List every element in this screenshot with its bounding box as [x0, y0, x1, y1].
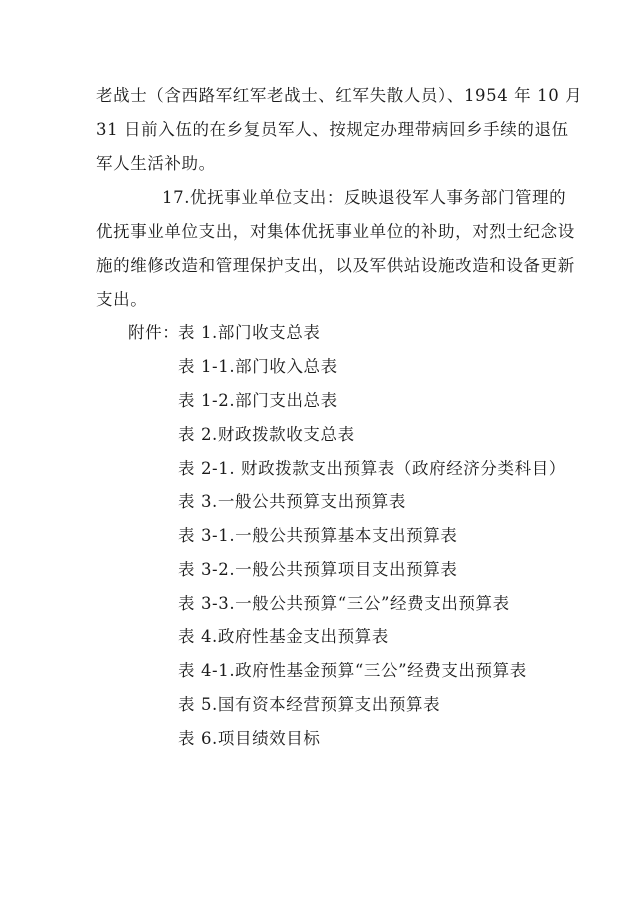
paragraph-2-line-4: 支出。 [96, 290, 148, 309]
attachment-item: 表 5.国有资本经营预算支出预算表 [178, 695, 441, 714]
attachment-item: 表 1.部门收支总表 [178, 323, 321, 342]
attachment-item: 表 3-2.一般公共预算项目支出预算表 [178, 560, 458, 579]
attachment-item: 表 2-1. 财政拨款支出预算表（政府经济分类科目） [178, 459, 566, 478]
attachment-item: 表 2.财政拨款收支总表 [178, 425, 355, 444]
attachments-label: 附件： [128, 323, 180, 342]
attachment-item: 表 6.项目绩效目标 [178, 729, 321, 748]
attachment-item: 表 3-1.一般公共预算基本支出预算表 [178, 526, 458, 545]
attachment-item: 表 3-3.一般公共预算“三公”经费支出预算表 [178, 594, 510, 613]
attachment-item: 表 4-1.政府性基金预算“三公”经费支出预算表 [178, 661, 527, 680]
paragraph-2-line-1: 17.优抚事业单位支出：反映退役军人事务部门管理的 [162, 188, 567, 207]
attachment-item: 表 1-2.部门支出总表 [178, 391, 338, 410]
paragraph-1-line-1: 老战士（含西路军红军老战士、红军失散人员）、1954 年 10 月 [96, 86, 583, 105]
attachment-item: 表 1-1.部门收入总表 [178, 357, 338, 376]
paragraph-2-line-3: 施的维修改造和管理保护支出，以及军供站设施改造和设备更新 [96, 256, 575, 275]
attachment-item: 表 4.政府性基金支出预算表 [178, 627, 389, 646]
attachment-item: 表 3.一般公共预算支出预算表 [178, 492, 406, 511]
paragraph-1-line-3: 军人生活补助。 [96, 154, 216, 173]
paragraph-1-line-2: 31 日前入伍的在乡复员军人、按规定办理带病回乡手续的退伍 [96, 120, 569, 139]
paragraph-2-line-2: 优抚事业单位支出，对集体优抚事业单位的补助，对烈士纪念设 [96, 222, 575, 241]
